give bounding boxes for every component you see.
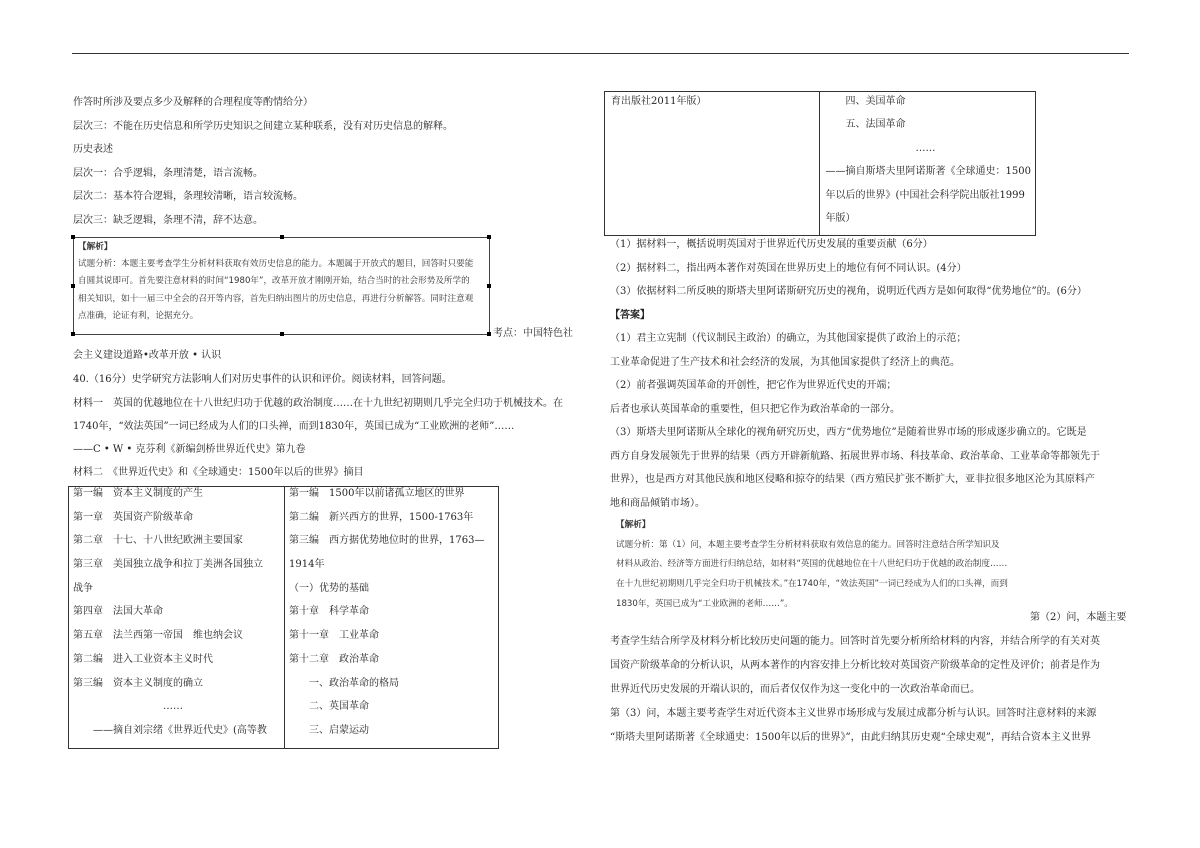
material-two: 材料二 《世界近代史》和《全球通史：1500年以后的世界》摘目 [73,467,364,478]
toc-line: 一、政治革命的格局 [309,677,399,689]
toc-line: 第三章 美国独立战争和拉丁美洲各国独立 [73,559,263,571]
toc-source: ——摘自刘宗绪《世界近代史》(高等教 [93,724,267,736]
analysis-line: 1830年，英国已成为“工业欧洲的老师……”。 [616,598,793,609]
header-rule [72,53,1129,54]
answer-label: 【答案】 [610,309,650,321]
table-cell-left [605,92,820,236]
material-one-source: ——C • W • 克芬利《新编剑桥世界近代史》第九卷 [73,444,306,455]
answer-line: 地和商品倾销市场）。 [610,497,705,509]
toc-line: 五、法国革命 [845,119,906,131]
toc-line: 三、启蒙运动 [309,724,369,736]
resize-handle[interactable] [71,332,75,336]
analysis-title: 【解析】 [616,520,651,530]
analysis-line: 自圆其说即可。首先要注意材料的时间“1980年”，改革开放才刚刚开始，结合当时的社会形势及所学的 [78,276,470,287]
material-one: 材料一 英国的优越地位在十八世纪归功于优越的政治制度……在十九世纪初期则几乎完全归功于机械技术。在 [73,398,563,409]
toc-line: 第四章 法国大革命 [73,606,163,618]
answer-line: 工业革命促进了生产技术和社会经济的发展，为其他国家提供了经济上的典范。 [610,356,960,368]
text-line: 层次二：基本符合逻辑，条理较清晰，语言较流畅。 [73,191,303,202]
toc-ellipsis: …… [915,142,936,154]
table-continuation [604,91,1036,236]
analysis-para-line: 国资产阶级革命的分析认识，从两本著作的内容安排上分析比较对英国资产阶级革命的定性及评价；前者是作为 [610,660,1100,671]
toc-line: 第二编 新兴西方的世界，1500-1763年 [289,511,474,523]
question-line: （1）据材料一，概括说明英国对于世界近代历史发展的重要贡献（6分） [610,239,933,250]
toc-source: 年版） [825,212,856,224]
kaodian-label: 考点：中国特色社 [493,328,573,339]
toc-line: （一）优势的基础 [289,582,369,594]
analysis-title: 【解析】 [78,242,113,252]
toc-line: 第十一章 工业革命 [289,630,379,642]
analysis-line: 试题分析：本题主要考查学生分析材料获取有效历史信息的能力。本题属于开放式的题目，回答时只要能 [78,259,474,270]
toc-line: 第二章 十七、十八世纪欧洲主要国家 [73,535,243,547]
text-line: 历史表述 [73,144,113,155]
analysis-para-line: “斯塔夫里阿诺斯著《全球通史：1500年以后的世界》”，由此归纳其历史观“全球史观”，再结合资本主义世界 [610,732,1091,743]
right-column [610,238,1130,520]
table-of-contents-comparison [68,486,499,749]
kaodian-continued: 会主义建设道路•改革开放 • 认识 [73,350,222,361]
answer-line: 世界），也是西方对其他民族和地区侵略和掠夺的结果（西方殖民扩张不断扩大，亚非拉很多地区沦为其原料产 [610,474,1095,485]
text-line: 作答时所涉及要点多少及解释的合理程度等酌情给分） [73,97,313,108]
toc-line: 第一章 英国资产阶级革命 [73,511,193,523]
resize-handle[interactable] [71,235,75,239]
left-column [73,96,593,237]
question-40: 40.（16分）史学研究方法影响人们对历史事件的认识和评价。阅读材料，回答问题。 [73,374,452,385]
toc-line: 第一编 资本主义制度的产生 [73,488,203,499]
toc-line: 第三编 西方据优势地位时的世界，1763— [289,535,485,547]
answer-line: （2）前者强调英国革命的开创性，把它作为世界近代史的开端； [610,380,897,391]
analysis-line: 点准确，论证有利，论据充分。 [78,310,199,321]
question-line: （3）依据材料二所反映的斯塔夫里阿诺斯研究历史的视角，说明近代西方是如何取得“优势地位”的。(6分） [610,286,1087,297]
question-line: （2）据材料二，指出两本著作对英国在世界历史上的地位有何不同认识。(4分） [610,262,967,274]
analysis-block [616,519,1056,617]
toc-ellipsis: …… [163,701,183,713]
text-line: 层次三：缺乏逻辑，条理不清，辞不达意。 [73,214,263,226]
answer-line: 西方自身发展领先于世界的结果（西方开辟新航路、拓展世界市场、科技革命、政治革命、工业革命等都领先于 [610,450,1100,462]
toc-line: 育出版社2011年版） [611,96,707,107]
analysis-line: 材料从政治、经济等方面进行归纳总结，如材料“英国的优越地位在十八世纪归功于优越的政治制度…… [616,559,1008,570]
analysis-line: 相关知识，如十一届三中全会的召开等内容，首先归纳出图片的历史信息，再进行分析解答。同时注意观 [78,293,474,304]
text-line: 层次一：合乎逻辑，条理清楚，语言流畅。 [73,167,263,179]
analysis-line: 在十九世纪初期则几乎完全归功于机械技术。”在1740年，“效法英国”一词已经成为人们的口头禅，而到 [616,579,1008,590]
resize-handle[interactable] [71,284,75,288]
material-one-cont: 1740年，“效法英国”一词已经成为人们的口头禅，而到1830年，英国已成为“工业欧洲的老师”…… [73,421,515,432]
toc-line: 第二编 进入工业资本主义时代 [73,653,213,665]
resize-handle[interactable] [487,332,491,336]
toc-line: 二、英国革命 [309,701,369,713]
toc-line: 第十章 科学革命 [289,606,369,618]
resize-handle[interactable] [280,332,284,336]
analysis-line: 试题分析：第（1）问，本题主要考查学生分析材料获取有效信息的能力。回答时注意结合所学知识及 [616,539,1000,550]
toc-line: 第十二章 政治革命 [289,653,379,665]
resize-handle[interactable] [280,235,284,239]
answer-line: （1）君主立宪制（代议制民主政治）的确立，为其他国家提供了政治上的示范； [610,333,967,344]
toc-line: 第三编 资本主义制度的确立 [73,677,203,689]
analysis-para-line: 世界近代历史发展的开端认识的，而后者仅仅作为这一变化中的一次政治革命而已。 [610,684,980,695]
answer-line: 后者也承认英国革命的重要性，但只把它作为政治革命的一部分。 [610,403,900,415]
toc-line: 战争 [73,582,93,594]
toc-source: 年以后的世界》(中国社会科学院出版社1999 [825,189,1025,201]
text-line: 层次三：不能在历史信息和所学历史知识之间建立某种联系，没有对历史信息的解释。 [73,120,453,132]
toc-line: 第五章 法兰西第一帝国 维也纳会议 [73,630,243,642]
table-cell-left [69,487,285,749]
table-cell-right [285,487,499,749]
analysis-part2-start: 第（2）问，本题主要 [1030,612,1127,623]
resize-handle[interactable] [487,235,491,239]
analysis-para-line: 第（3）问，本题主要考查学生对近代资本主义世界市场形成与发展过成都分析与认识。回答时注意材料的来源 [610,708,1097,719]
table-cell-right [819,92,1035,236]
toc-line: 第一编 1500年以前诸孤立地区的世界 [289,488,465,499]
toc-line: 1914年 [289,559,325,571]
analysis-textbox[interactable] [73,237,490,335]
resize-handle[interactable] [487,284,491,288]
answer-line: （3）斯塔夫里阿诺斯从全球化的视角研究历史，西方“优势地位”是随着世界市场的形成逐步确立的。它既是 [610,427,1087,438]
toc-line: 四、美国革命 [845,96,906,107]
toc-source: ——摘自斯塔夫里阿诺斯著《全球通史：1500 [825,166,1031,178]
analysis-para-line: 考查学生结合所学及材料分析比较历史问题的能力。回答时首先要分析所给材料的内容，并结合所学的有关对英 [610,636,1100,647]
